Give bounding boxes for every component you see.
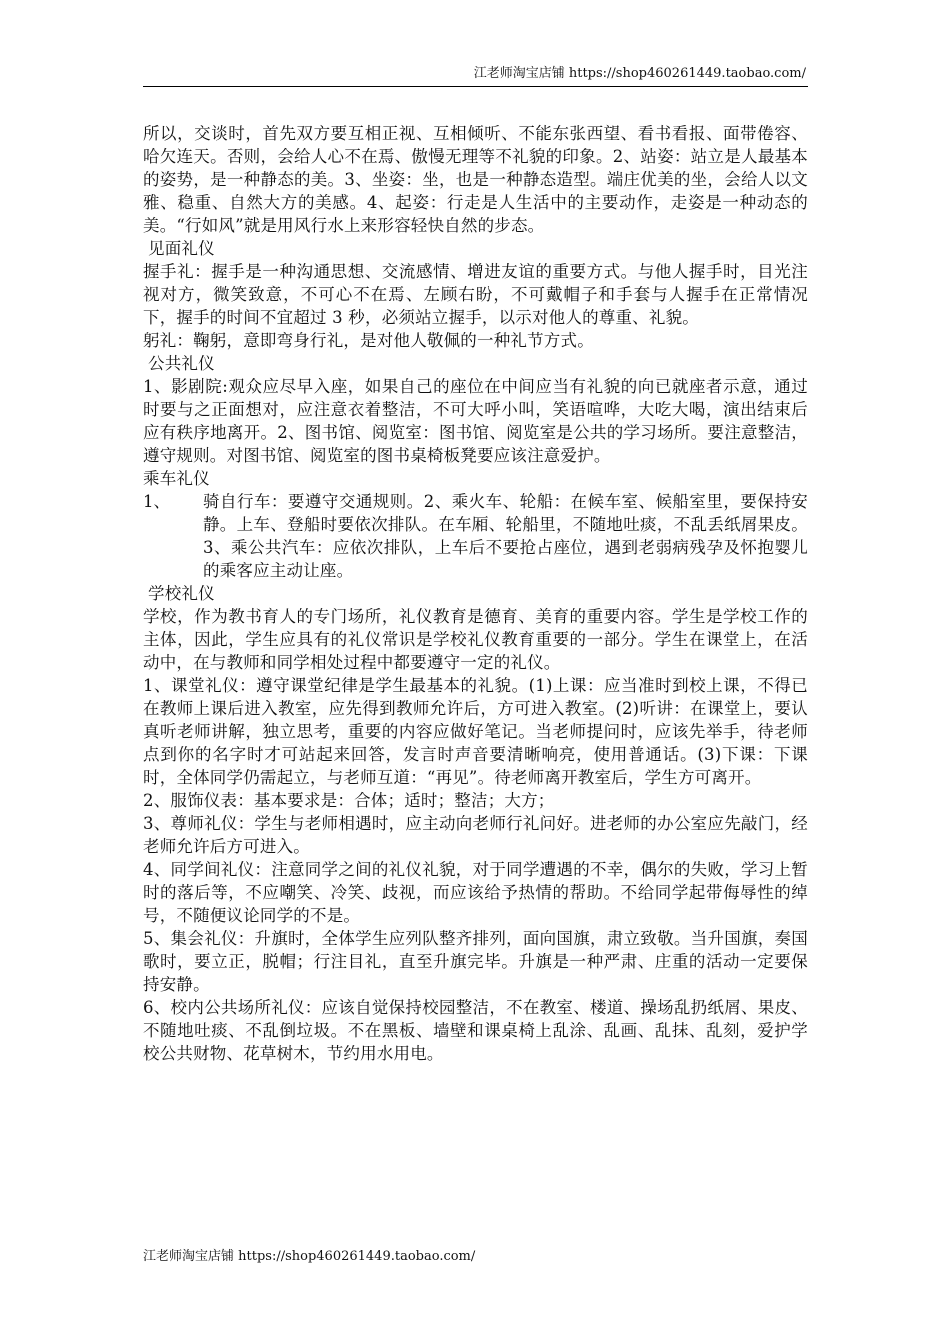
paragraph-classmate: 4、同学间礼仪：注意同学之间的礼仪礼貌，对于同学遭遇的不幸，偶尔的失败，学习上暂时的落后等，不应嘲笑、冷笑、歧视，而应该给予热情的帮助。不给同学起带侮辱性的绰号，不随便议论同学的不是。 [143, 860, 808, 925]
paragraph-teacher: 3、尊师礼仪：学生与老师相遇时，应主动向老师行礼问好。进老师的办公室应先敲门，经老师允许后方可进入。 [143, 814, 808, 856]
footer-text: 江老师淘宝店铺 https://shop460261449.taobao.com/ [143, 1249, 476, 1264]
heading-school-etiquette: 学校礼仪 [148, 584, 215, 603]
header-text: 江老师淘宝店铺 https://shop460261449.taobao.com/ [473, 66, 806, 81]
paragraph-school: 学校，作为教书育人的专门场所，礼仪教育是德育、美育的重要内容。学生是学校工作的主体，因此，学生应具有的礼仪常识是学校礼仪教育重要的一部分。学生在课堂上，在活动中，在与教师和同学相处过程中都要遵守一定的礼仪。 [143, 607, 808, 672]
heading-meeting-etiquette: 见面礼仪 [148, 239, 215, 258]
paragraph-bow: 躬礼：鞠躬，意即弯身行礼，是对他人敬佩的一种礼节方式。 [143, 331, 594, 350]
page-header [143, 64, 808, 87]
paragraph-assembly: 5、集会礼仪：升旗时，全体学生应列队整齐排列，面向国旗，肃立致敬。当升国旗，奏国歌时，要立正，脱帽；行注目礼，直至升旗完毕。升旗是一种严肃、庄重的活动一定要保持安静。 [143, 929, 808, 994]
paragraph-campus: 6、校内公共场所礼仪：应该自觉保持校园整洁，不在教室、楼道、操场乱扔纸屑、果皮、不随地吐痰、不乱倒垃圾。不在黑板、墙壁和课桌椅上乱涂、乱画、乱抹、乱刻，爱护学校公共财物、花草树木，节约用水用电。 [143, 998, 808, 1063]
list-number: 1、 [143, 492, 170, 511]
paragraph-vehicle: 骑自行车：要遵守交通规则。2、乘火车、轮船：在候车室、候船室里，要保持安静。上车、登船时要依次排队。在车厢、轮船里，不随地吐痰，不乱丢纸屑果皮。3、乘公共汽车：应依次排队，上车后不要抢占座位，遇到老弱病残孕及怀抱婴儿的乘客应主动让座。 [203, 492, 808, 580]
page-footer [143, 1250, 475, 1264]
paragraph-classroom: 1、课堂礼仪：遵守课堂纪律是学生最基本的礼貌。(1)上课：应当准时到校上课，不得已在教师上课后进入教室，应先得到教师允许后，方可进入教室。(2)听讲：在课堂上，要认真听老师讲解，独立思考，重要的内容应做好笔记。当老师提问时，应该先举手，待老师点到你的名字时才可站起来回答，发言时声音要清晰响亮，使用普通话。(3)下课：下课时，全体同学仍需起立，与老师互道：“再见”。待老师离开教室后，学生方可离开。 [143, 676, 808, 787]
heading-vehicle-etiquette: 乘车礼仪 [143, 469, 210, 488]
paragraph-public: 1、影剧院:观众应尽早入座，如果自己的座位在中间应当有礼貌的向已就座者示意，通过时要与之正面想对，应注意衣着整洁，不可大呼小叫，笑语喧哗，大吃大喝，演出结束后应有秩序地离开。2、图书馆、阅览室：图书馆、阅览室是公共的学习场所。要注意整洁，遵守规则。对图书馆、阅览室的图书桌椅板凳要应该注意爱护。 [143, 377, 808, 465]
paragraph-handshake: 握手礼：握手是一种沟通思想、交流感情、增进友谊的重要方式。与他人握手时，目光注视对方，微笑致意，不可心不在焉、左顾右盼，不可戴帽子和手套与人握手在正常情况下，握手的时间不宜超过 3 秒，必须站立握手，以示对他人的尊重、礼貌。 [143, 262, 808, 327]
document-body [143, 122, 808, 1065]
paragraph-posture: 所以，交谈时，首先双方要互相正视、互相倾听、不能东张西望、看书看报、面带倦容、哈欠连天。否则，会给人心不在焉、傲慢无理等不礼貌的印象。2、站姿：站立是人最基本的姿势，是一种静态的美。3、坐姿：坐，也是一种静态造型。端庄优美的坐，会给人以文雅、稳重、自然大方的美感。4、起姿：行走是人生活中的主要动作，走姿是一种动态的美。“行如风”就是用风行水上来形容轻快自然的步态。 [143, 124, 808, 235]
numbered-item-vehicle [143, 490, 808, 582]
heading-public-etiquette: 公共礼仪 [148, 354, 215, 373]
paragraph-dress: 2、服饰仪表：基本要求是：合体；适时；整洁；大方； [143, 791, 555, 810]
